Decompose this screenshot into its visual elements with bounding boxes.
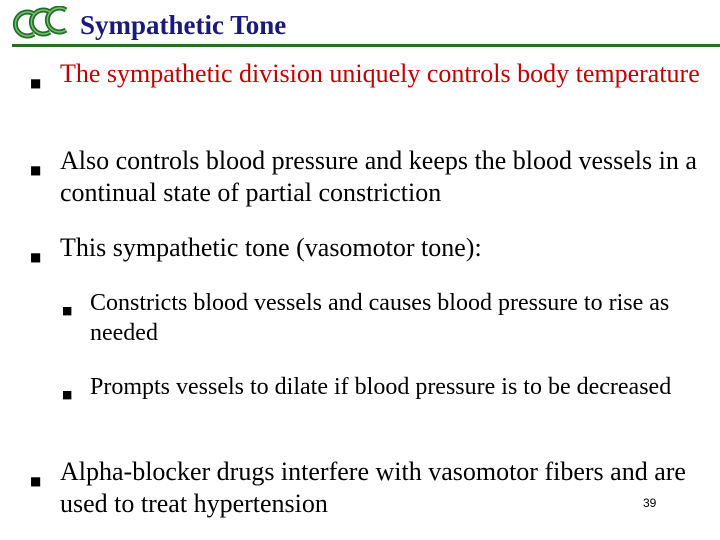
square-bullet-icon: ■ xyxy=(62,388,73,401)
square-bullet-icon: ■ xyxy=(30,474,42,488)
bullet-item xyxy=(30,232,700,264)
square-bullet-icon: ■ xyxy=(62,304,73,317)
page-number: 39 xyxy=(643,496,657,510)
bullet-text: Also controls blood pressure and keeps the blood vessels in a continual state of partial constriction xyxy=(60,146,697,207)
sub-bullet-item xyxy=(62,372,692,402)
title-divider xyxy=(12,44,720,47)
bullet-item xyxy=(30,58,700,90)
bullet-item xyxy=(30,456,700,520)
bullet-item xyxy=(30,145,700,209)
bullet-text: Alpha-blocker drugs interfere with vasomotor fibers and are used to treat hypertension xyxy=(60,457,686,518)
bullet-text: The sympathetic division uniquely controls body temperature xyxy=(60,59,700,88)
sub-bullet-text: Prompts vessels to dilate if blood pressure is to be decreased xyxy=(90,374,672,400)
bullet-text: This sympathetic tone (vasomotor tone): xyxy=(60,233,482,262)
logo-icon xyxy=(12,6,76,46)
sub-bullet-item xyxy=(62,288,692,348)
square-bullet-icon: ■ xyxy=(30,250,42,264)
slide-title: Sympathetic Tone xyxy=(80,10,287,40)
square-bullet-icon: ■ xyxy=(30,163,42,177)
square-bullet-icon: ■ xyxy=(30,76,42,90)
sub-bullet-text: Constricts blood vessels and causes blood pressure to rise as needed xyxy=(90,290,670,346)
